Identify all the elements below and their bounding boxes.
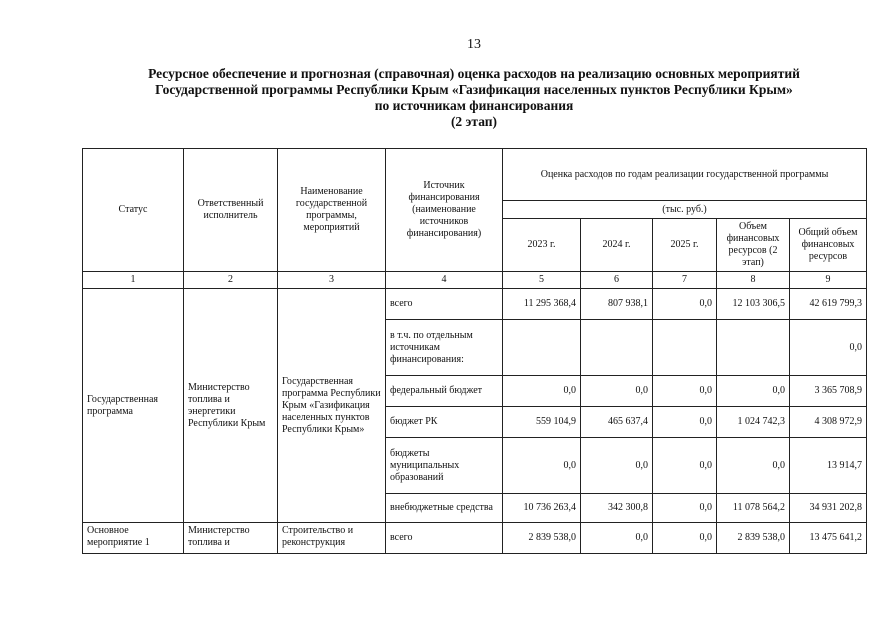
row-value-2025: 0,0 (653, 523, 717, 554)
program-executor: Министерство топлива и энергетики Республики Крым (184, 289, 278, 523)
financing-table (82, 148, 867, 554)
row-source: всего (386, 289, 503, 320)
title-line-4: (2 этап) (450, 114, 498, 129)
header-year-2023: 2023 г. (503, 219, 581, 272)
row-value-2023: 11 295 368,4 (503, 289, 581, 320)
row-source: бюджеты муниципальных образований (386, 438, 503, 494)
col-number: 2 (184, 272, 278, 289)
header-units: (тыс. руб.) (503, 201, 867, 219)
col-number: 1 (83, 272, 184, 289)
row-value-stage: 0,0 (717, 438, 790, 494)
header-year-2024: 2024 г. (581, 219, 653, 272)
header-executor: Ответственный исполнитель (184, 149, 278, 272)
row-source: федеральный бюджет (386, 376, 503, 407)
header-grand-total: Общий объем финансовых ресурсов (790, 219, 867, 272)
col-number: 7 (653, 272, 717, 289)
row-value-2023: 559 104,9 (503, 407, 581, 438)
row-value-2025: 0,0 (653, 407, 717, 438)
row-value-2023: 0,0 (503, 438, 581, 494)
row-value-total: 13 475 641,2 (790, 523, 867, 554)
row-source: в т.ч. по отдельным источникам финансирования: (386, 320, 503, 376)
row-value-stage: 2 839 538,0 (717, 523, 790, 554)
program-name: Государственная программа Республики Крым «Газификация населенных пунктов Республики Крым» (278, 289, 386, 523)
row-value-total: 42 619 799,3 (790, 289, 867, 320)
row-value-stage (717, 320, 790, 376)
row-value-stage: 12 103 306,5 (717, 289, 790, 320)
row-value-2024: 0,0 (581, 438, 653, 494)
row-value-stage: 11 078 564,2 (717, 494, 790, 523)
row-value-2025: 0,0 (653, 494, 717, 523)
row-value-2024: 807 938,1 (581, 289, 653, 320)
title-line-2: Государственной программы Республики Крым «Газификация населенных пунктов Республики Крым» (155, 82, 793, 97)
header-year-2025: 2025 г. (653, 219, 717, 272)
col-number: 3 (278, 272, 386, 289)
header-stage-total: Объем финансовых ресурсов (2 этап) (717, 219, 790, 272)
document-title (0, 66, 896, 130)
header-name: Наименование государственной программы, мероприятий (278, 149, 386, 272)
row-value-total: 34 931 202,8 (790, 494, 867, 523)
row-source: внебюджетные средства (386, 494, 503, 523)
measure-executor: Министерство топлива и (184, 523, 278, 554)
row-value-2025: 0,0 (653, 376, 717, 407)
row-value-2024: 0,0 (581, 376, 653, 407)
table-row (83, 289, 867, 320)
header-source: Источник финансирования (наименование источников финансирования) (386, 149, 503, 272)
row-value-stage: 1 024 742,3 (717, 407, 790, 438)
row-value-2024: 342 300,8 (581, 494, 653, 523)
col-number: 6 (581, 272, 653, 289)
measure-status: Основное мероприятие 1 (83, 523, 184, 554)
row-source: бюджет РК (386, 407, 503, 438)
row-source: всего (386, 523, 503, 554)
row-value-total: 3 365 708,9 (790, 376, 867, 407)
row-value-2023: 0,0 (503, 376, 581, 407)
program-status: Государственная программа (83, 289, 184, 523)
col-number: 4 (386, 272, 503, 289)
row-value-2025 (653, 320, 717, 376)
row-value-2024: 465 637,4 (581, 407, 653, 438)
header-status: Статус (83, 149, 184, 272)
measure-name: Строительство и реконструкция (278, 523, 386, 554)
row-value-2024 (581, 320, 653, 376)
title-line-1: Ресурсное обеспечение и прогнозная (справочная) оценка расходов на реализацию основных мероприятий (148, 66, 800, 81)
col-number: 5 (503, 272, 581, 289)
col-number: 9 (790, 272, 867, 289)
row-value-2025: 0,0 (653, 289, 717, 320)
row-value-total: 4 308 972,9 (790, 407, 867, 438)
row-value-2023 (503, 320, 581, 376)
column-number-row (83, 272, 867, 289)
table-row (83, 523, 867, 554)
header-estimate: Оценка расходов по годам реализации государственной программы (503, 149, 867, 201)
row-value-2025: 0,0 (653, 438, 717, 494)
row-value-stage: 0,0 (717, 376, 790, 407)
title-line-3: по источникам финансирования (374, 98, 574, 113)
row-value-2023: 10 736 263,4 (503, 494, 581, 523)
page-number: 13 (467, 37, 481, 52)
col-number: 8 (717, 272, 790, 289)
row-value-2023: 2 839 538,0 (503, 523, 581, 554)
row-value-2024: 0,0 (581, 523, 653, 554)
row-value-total: 13 914,7 (790, 438, 867, 494)
row-value-total: 0,0 (790, 320, 867, 376)
